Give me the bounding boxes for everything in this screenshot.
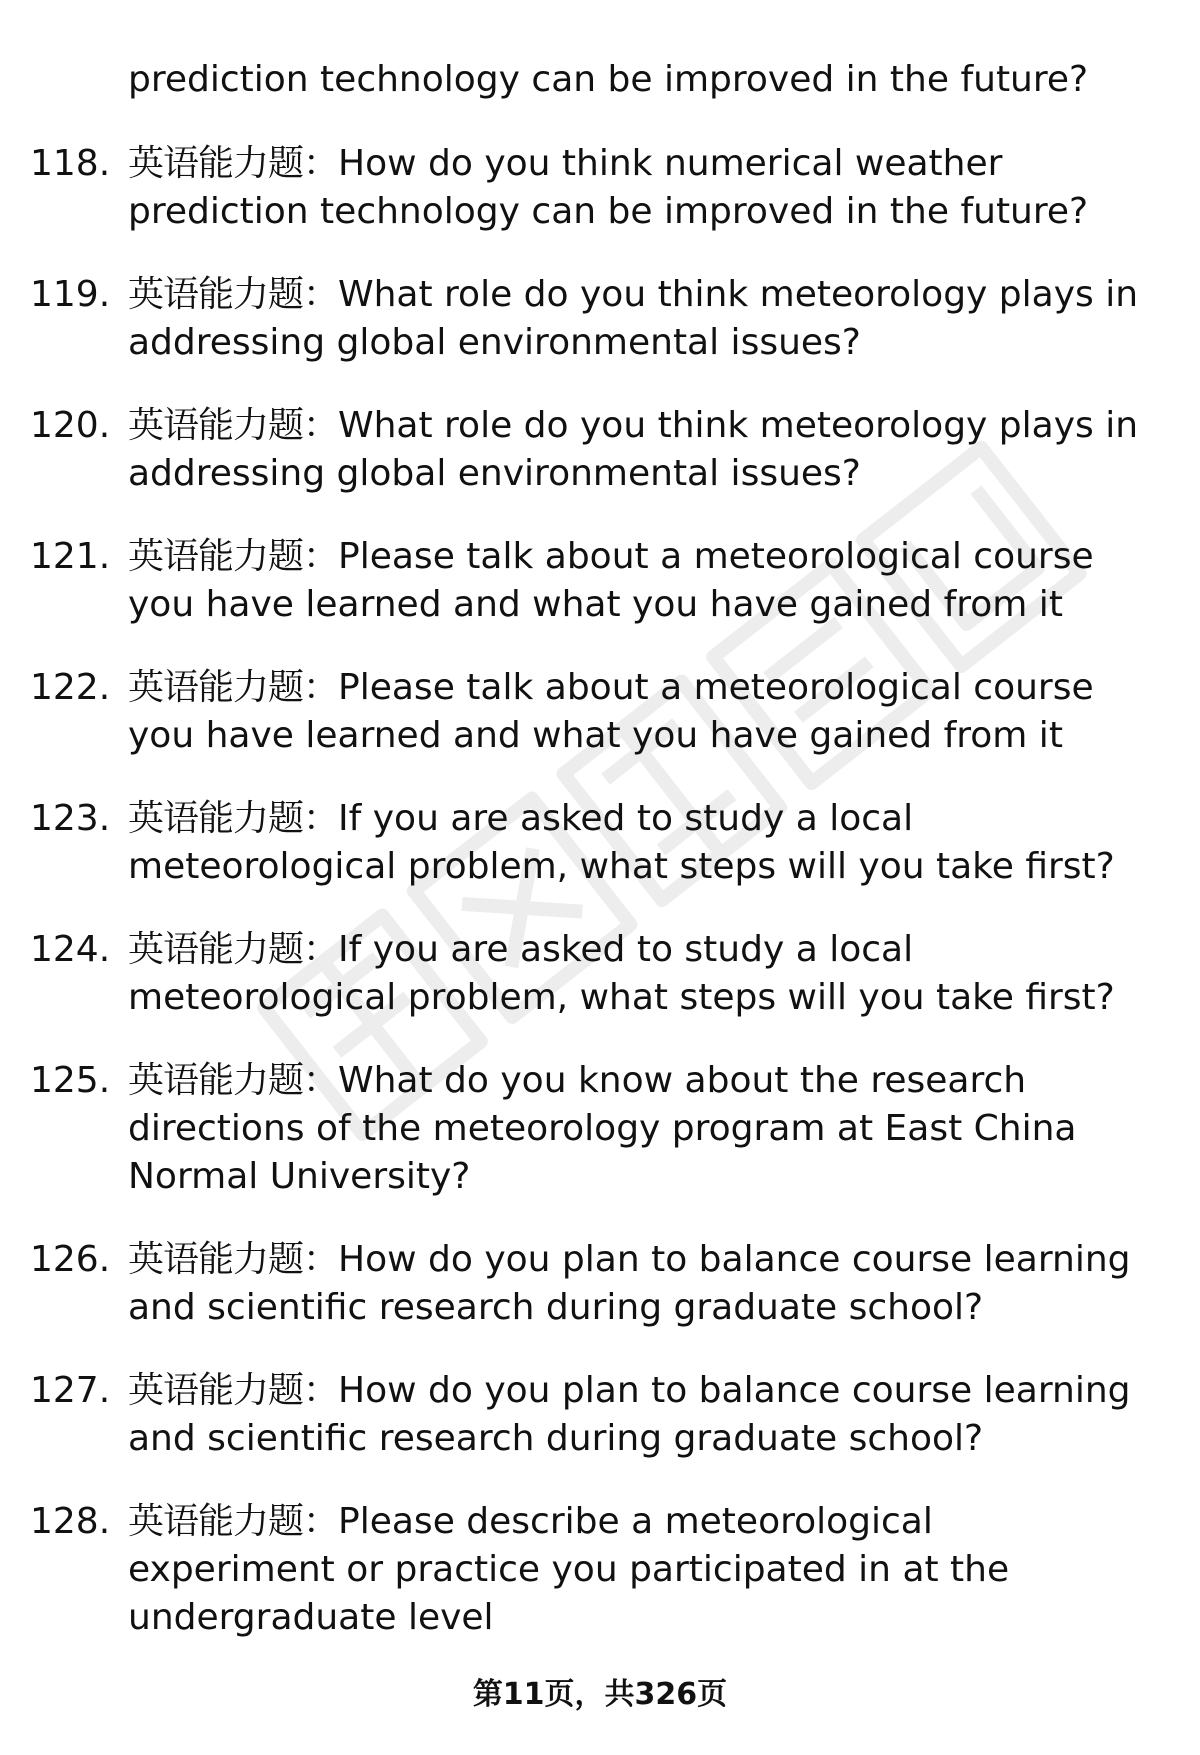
question-text: If you are asked to study a local meteorological problem, what steps will you take first?: [128, 798, 1115, 887]
question-category: 英语能力题：: [128, 143, 339, 184]
question-category: 英语能力题：: [128, 1370, 339, 1411]
list-item: [0, 140, 1200, 236]
question-number: 121.: [30, 536, 111, 577]
question-number: 123.: [30, 798, 111, 839]
question-number: 126.: [30, 1239, 111, 1280]
question-text: Please talk about a meteorological course you have learned and what you have gained from it: [128, 536, 1094, 625]
question-text: If you are asked to study a local meteorological problem, what steps will you take first?: [128, 929, 1115, 1018]
list-item: [0, 1367, 1200, 1463]
question-body: [128, 1236, 1148, 1332]
question-body: [128, 664, 1148, 760]
question-number: 127.: [30, 1370, 111, 1411]
list-item: [0, 1057, 1200, 1201]
question-category: 英语能力题：: [128, 798, 339, 839]
question-number: 120.: [30, 405, 111, 446]
question-number: 122.: [30, 667, 111, 708]
list-item: [0, 271, 1200, 367]
question-number: 125.: [30, 1060, 111, 1101]
list-item: [0, 795, 1200, 891]
question-category: 英语能力题：: [128, 929, 339, 970]
question-number: 124.: [30, 929, 111, 970]
list-item: [0, 402, 1200, 498]
question-text: What do you know about the research directions of the meteorology program at East China Normal University?: [128, 1060, 1077, 1197]
question-category: 英语能力题：: [128, 1239, 339, 1280]
question-body: [128, 795, 1148, 891]
question-continuation: prediction technology can be improved in the future?: [128, 59, 1089, 100]
question-body: [128, 1498, 1148, 1642]
question-text: What role do you think meteorology plays in addressing global environmental issues?: [128, 405, 1139, 494]
list-item: [0, 1498, 1200, 1642]
question-text: How do you think numerical weather prediction technology can be improved in the future?: [128, 143, 1089, 232]
question-category: 英语能力题：: [128, 405, 339, 446]
question-category: 英语能力题：: [128, 1501, 339, 1542]
question-text: How do you plan to balance course learning and scientific research during graduate school?: [128, 1370, 1131, 1459]
question-number: 128.: [30, 1501, 111, 1542]
question-number: 118.: [30, 143, 111, 184]
question-category: 英语能力题：: [128, 274, 339, 315]
question-category: 英语能力题：: [128, 1060, 339, 1101]
question-body: [128, 1367, 1148, 1463]
question-number: 119.: [30, 274, 111, 315]
question-category: 英语能力题：: [128, 536, 339, 577]
list-item: [0, 1236, 1200, 1332]
list-item: [0, 533, 1200, 629]
list-item: [0, 926, 1200, 1022]
question-list: [0, 140, 1200, 1677]
question-category: 英语能力题：: [128, 667, 339, 708]
question-text: Please talk about a meteorological course you have learned and what you have gained from it: [128, 667, 1094, 756]
question-text: How do you plan to balance course learning and scientific research during graduate school?: [128, 1239, 1131, 1328]
question-body: [128, 1057, 1148, 1201]
question-body: [128, 140, 1148, 236]
question-text: Please describe a meteorological experiment or practice you participated in at the undergraduate level: [128, 1501, 1010, 1638]
question-body: [128, 533, 1148, 629]
question-body: [128, 926, 1148, 1022]
question-body: [128, 271, 1148, 367]
page-number: 第11页，共326页: [472, 1677, 728, 1712]
question-text: What role do you think meteorology plays in addressing global environmental issues?: [128, 274, 1139, 363]
question-body: [128, 402, 1148, 498]
list-item: [0, 664, 1200, 760]
